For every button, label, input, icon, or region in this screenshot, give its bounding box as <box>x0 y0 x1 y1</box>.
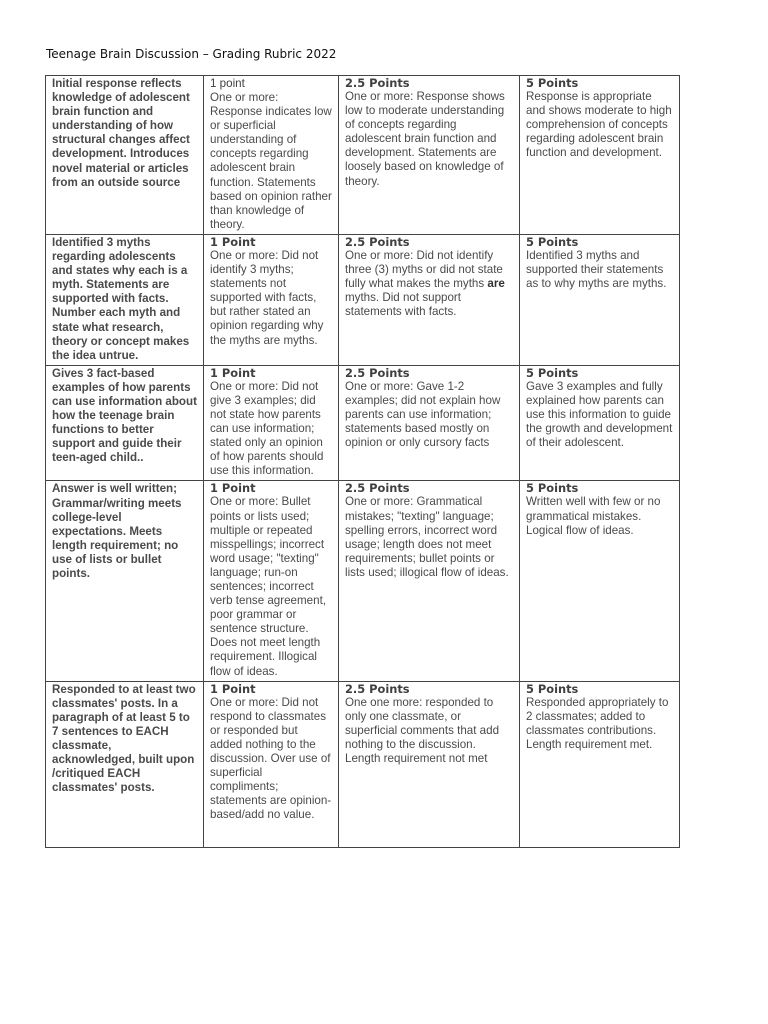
low-score-cell <box>204 481 339 681</box>
score-description: One or more: Did not respond to classmates or responded but added nothing to the discussion. Over use of superficial compliments; statements are opinion-based/add no value. <box>210 695 332 822</box>
score-label: 2.5 Points <box>345 481 410 496</box>
mid-score-cell <box>339 681 520 847</box>
criterion-cell: Identified 3 myths regarding adolescents and states why each is a myth. Statements are supported with facts. Number each myth and state what research, theory or concept makes the idea untrue. <box>46 234 204 365</box>
score-label: 1 Point <box>210 681 256 696</box>
score-description: Identified 3 myths and supported their statements as to why myths are myths. <box>526 248 667 291</box>
mid-score-cell <box>339 76 520 235</box>
score-description: Written well with few or no grammatical mistakes. Logical flow of ideas. <box>526 495 661 537</box>
score-description: One one more: responded to only one classmate, or superficial comments that add nothing to the discussion. Length requirement not met <box>345 695 500 766</box>
criterion-cell: Gives 3 fact-based examples of how parents can use information about how the teenage brain functions to better support and guide their teen-aged child.. <box>46 365 204 481</box>
score-description: One or more: Did not identify 3 myths; statements not supported with facts, but rather stated an opinion regarding why the myths are myths. <box>210 248 324 347</box>
criterion-cell: Responded to at least two classmates' posts. In a paragraph of at least 5 to 7 sentences to EACH classmate, acknowledged, built upon /critiqued EACH classmates' posts. <box>46 681 204 847</box>
score-label: 1 Point <box>210 481 256 496</box>
high-score-cell <box>520 681 680 847</box>
low-score-cell <box>204 76 339 235</box>
score-description <box>345 249 513 319</box>
score-label: 1 point <box>210 77 245 90</box>
score-description: One or more: Gave 1-2 examples; did not explain how parents can use information; statements based mostly on opinion or only cursory facts <box>345 379 501 450</box>
score-label: 2.5 Points <box>345 76 410 90</box>
grading-rubric-table <box>45 75 680 848</box>
emphasis-text: are <box>487 277 505 291</box>
high-score-cell <box>520 481 680 681</box>
description-text: One or more: Did not identify three (3) myths or did not state fully what makes the myths <box>345 248 503 291</box>
rubric-row <box>46 365 680 481</box>
score-description: One or more: Grammatical mistakes; "texting" language; spelling errors, incorrect word usage; length does not meet requirements; bullet points or lists used; illogical flow of ideas. <box>345 495 509 579</box>
score-label: 1 Point <box>210 365 256 380</box>
score-label: 5 Points <box>526 76 579 90</box>
rubric-row <box>46 681 680 847</box>
rubric-row <box>46 481 680 681</box>
score-label: 1 Point <box>210 234 256 249</box>
document-title: Teenage Brain Discussion – Grading Rubric 2022 <box>46 47 337 61</box>
criterion-cell: Answer is well written; Grammar/writing meets college-level expectations. Meets length requirement; no use of lists or bullet points. <box>46 481 204 681</box>
score-label: 2.5 Points <box>345 234 410 249</box>
score-label: 2.5 Points <box>345 681 410 696</box>
rubric-row <box>46 76 680 235</box>
score-label: 2.5 Points <box>345 365 410 380</box>
score-description: One or more: Bullet points or lists used; multiple or repeated misspellings; incorrect word usage; "texting" language; run-on sentences; incorrect verb tense agreement, poor grammar or sentence structure. Does not meet length requirement. Illogical flow of ideas. <box>210 495 327 678</box>
score-description: One or more: Response shows low to moderate understanding of concepts regarding adolescent brain function and development. Statements are loosely based on knowledge of theory. <box>345 90 505 188</box>
score-description: One or more: Did not give 3 examples; did not state how parents can use information; stated only an opinion of how parents should use this information. <box>210 379 324 478</box>
mid-score-cell <box>339 365 520 481</box>
high-score-cell <box>520 234 680 365</box>
score-description: Responded appropriately to 2 classmates; added to classmates contributions. Length requirement met. <box>526 695 669 751</box>
low-score-cell <box>204 234 339 365</box>
description-text: myths. Did not support statements with facts. <box>345 291 461 319</box>
rubric-row <box>46 234 680 365</box>
score-label: 5 Points <box>526 681 579 696</box>
score-description: Gave 3 examples and fully explained how parents can use this information to guide the growth and development of their adolescent. <box>526 379 673 450</box>
mid-score-cell <box>339 234 520 365</box>
criterion-cell: Initial response reflects knowledge of adolescent brain function and understanding of how structural changes affect development. Introduces novel material or articles from an outside source <box>46 76 204 235</box>
score-label: 5 Points <box>526 234 579 249</box>
mid-score-cell <box>339 481 520 681</box>
score-description: One or more: Response indicates low or superficial understanding of concepts regarding adolescent brain function. Statements based on opinion rather than knowledge of theory. <box>210 91 332 231</box>
low-score-cell <box>204 681 339 847</box>
high-score-cell <box>520 365 680 481</box>
low-score-cell <box>204 365 339 481</box>
score-description: Response is appropriate and shows moderate to high comprehension of concepts regarding adolescent brain function and development. <box>526 90 672 160</box>
score-label: 5 Points <box>526 365 579 380</box>
high-score-cell <box>520 76 680 235</box>
score-label: 5 Points <box>526 481 579 496</box>
